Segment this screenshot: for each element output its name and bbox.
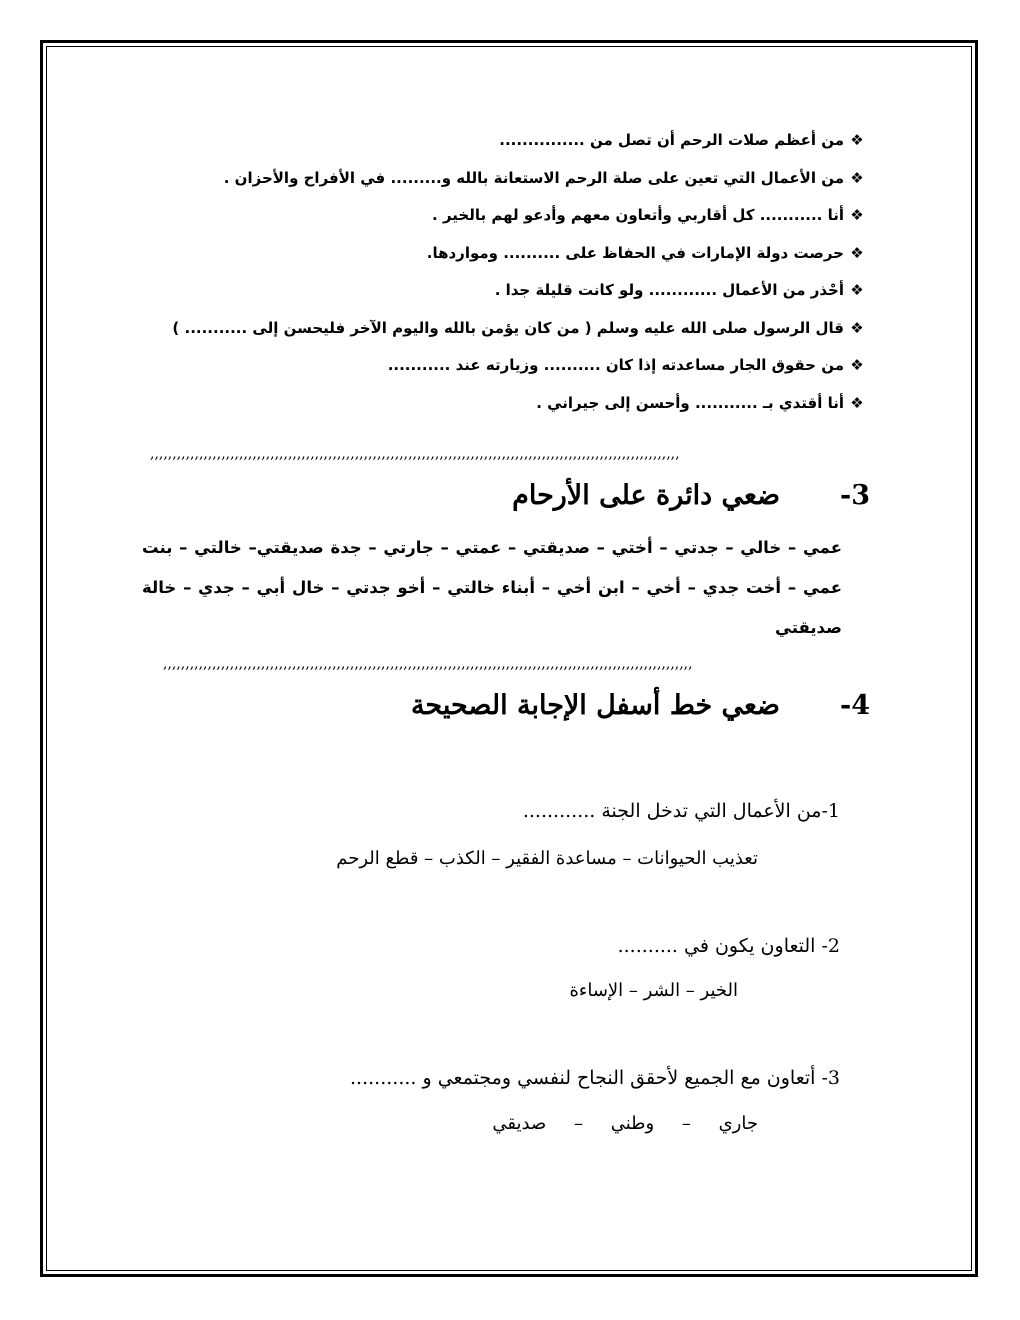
fill-in-list — [130, 122, 870, 422]
section-separator: ,,,,,,,,,,,,,,,,,,,,,,,,,,,,,,,,,,,,,,,,,,,,,,,,,,,,,,,,,,,,,,,,,,,,,,,,,,,,,,,,,,,,,,,,,,,,,,,,,,,,,,,,,,,,,,,,,,,,,,, — [163, 656, 693, 672]
list-item: ❖أحْذر من الأعمال ............ ولو كانت قليلة جدا . — [130, 272, 870, 310]
list-item: ❖من أعظم صلات الرحم أن تصل من ............... — [130, 122, 870, 160]
list-item: ❖من حقوق الجار مساعدته إذا كان .......... وزيارته عند ........... — [130, 347, 870, 385]
list-item: ❖أنا ........... كل أقاربي وأتعاون معهم وأدعو لهم بالخير . — [130, 197, 870, 235]
question-1: 1-من الأعمال التي تدخل الجنة ............ — [522, 800, 840, 822]
question-2-options: الخير – الشر – الإساءة — [569, 980, 738, 1001]
section-4-title: 4-ضعي خط أسفل الإجابة الصحيحة — [410, 690, 870, 721]
section-number: 4- — [839, 690, 870, 721]
relatives-word-list: عمي – خالي – جدتي – أختي – صديقتي – عمتي – جارتي – جدة صديقتي– خالتي – بنت عمي – أخت جدي – أخي – ابن أخي – أبناء خالتي – أخو جدتي – خال أبي – جدي – خالة صديقتي — [142, 538, 842, 637]
section-separator: ,,,,,,,,,,,,,,,,,,,,,,,,,,,,,,,,,,,,,,,,,,,,,,,,,,,,,,,,,,,,,,,,,,,,,,,,,,,,,,,,,,,,,,,,,,,,,,,,,,,,,,,,,,,,,,,,,,,,,,, — [150, 446, 680, 462]
bullet-diamond-icon: ❖ — [850, 281, 864, 299]
section-number: 3- — [839, 480, 870, 511]
section-3-title: 3-ضعي دائرة على الأرحام — [512, 480, 870, 511]
bullet-diamond-icon: ❖ — [850, 131, 864, 149]
list-item: ❖أنا أقتدي بـ ........... وأحسن إلى جيراني . — [130, 385, 870, 423]
list-item: ❖من الأعمال التي تعين على صلة الرحم الاستعانة بالله و......... في الأفراح والأحزان . — [130, 160, 870, 198]
bullet-diamond-icon: ❖ — [850, 168, 864, 187]
bullet-diamond-icon: ❖ — [850, 243, 864, 262]
question-3: 3- أتعاون مع الجميع لأحقق النجاح لنفسي ومجتمعي و ........... — [350, 1067, 840, 1089]
bullet-diamond-icon: ❖ — [850, 206, 864, 224]
bullet-diamond-icon: ❖ — [850, 356, 864, 374]
bullet-diamond-icon: ❖ — [850, 318, 864, 337]
list-item: ❖حرصت دولة الإمارات في الحفاظ على .......... ومواردها. — [130, 235, 870, 273]
question-2: 2- التعاون يكون في .......... — [617, 935, 840, 957]
question-1-options: تعذيب الحيوانات – مساعدة الفقير – الكذب – قطع الرحم — [336, 848, 758, 869]
bullet-diamond-icon: ❖ — [850, 393, 864, 412]
list-item: ❖قال الرسول صلى الله عليه وسلم ( من كان يؤمن بالله واليوم الآخر فليحسن إلى ........... ) — [130, 310, 870, 348]
question-3-options: جاري – وطني – صديقي — [492, 1113, 758, 1134]
